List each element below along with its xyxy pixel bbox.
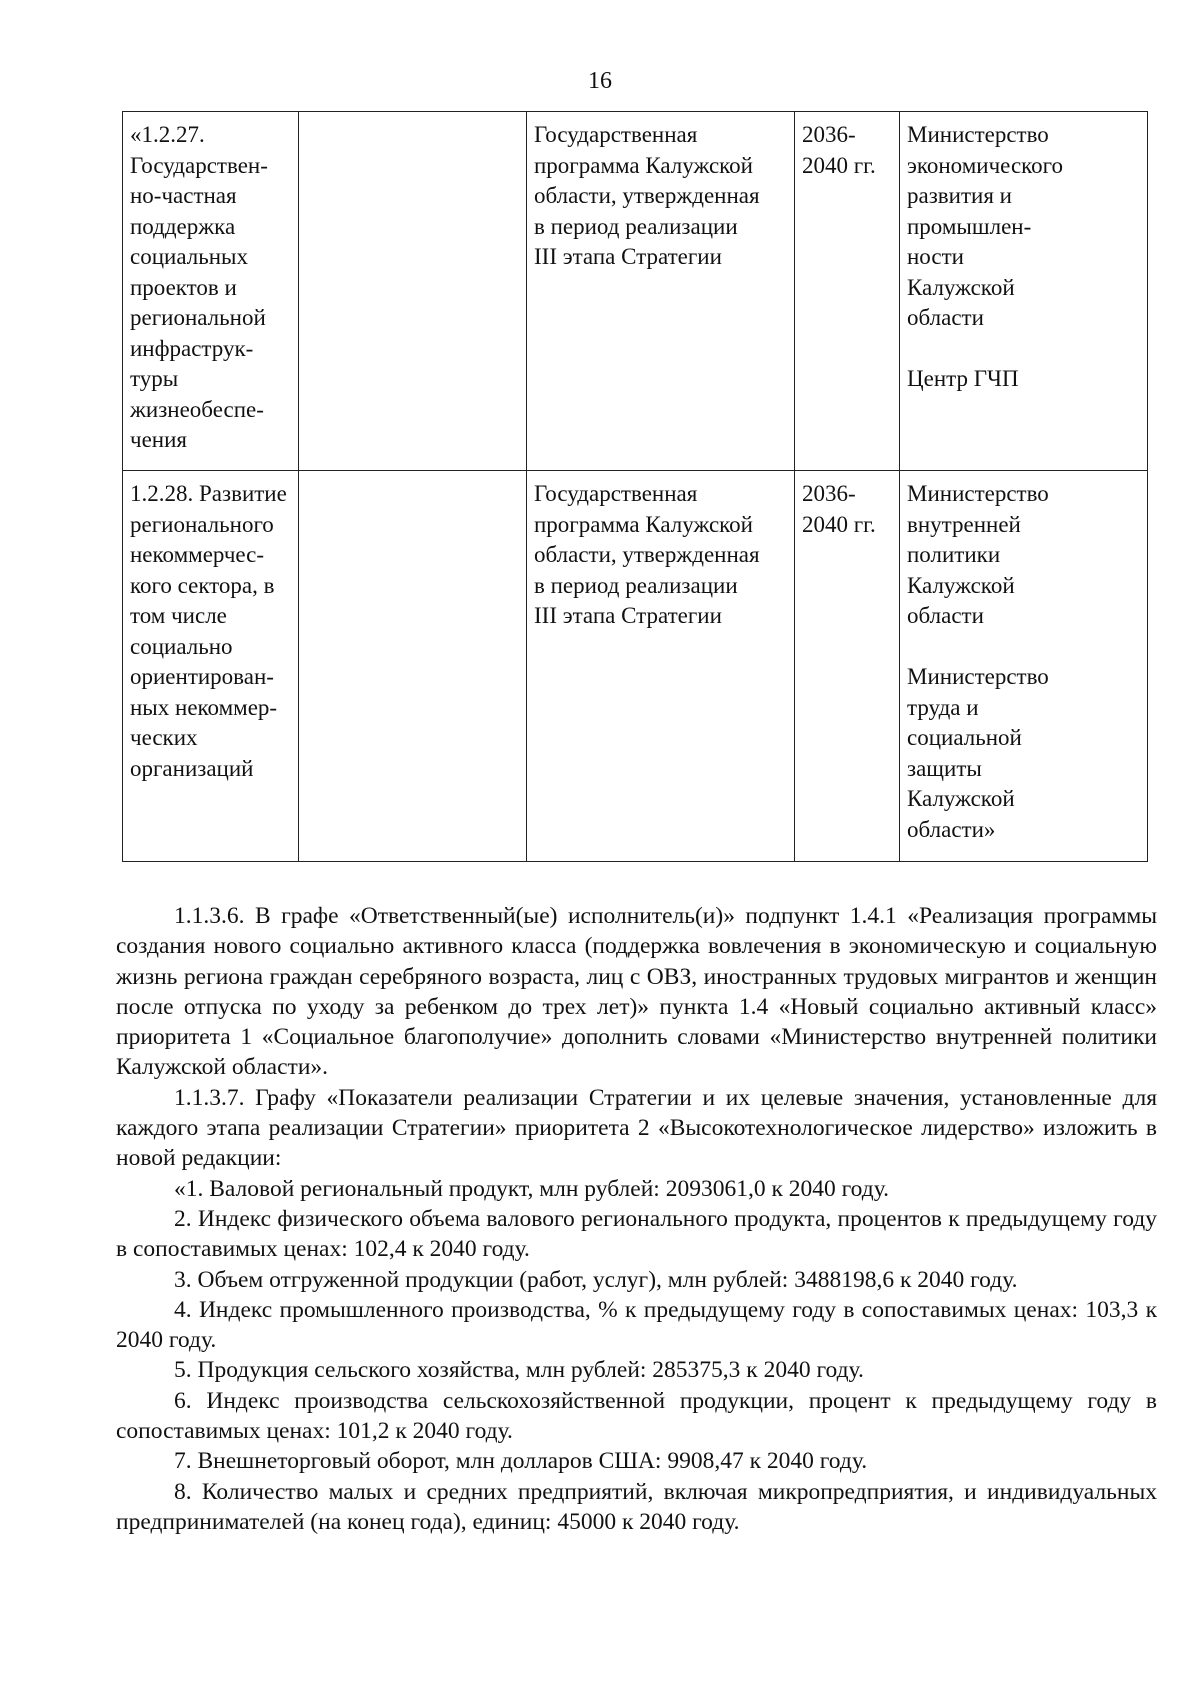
paragraph-1-1-3-7: 1.1.3.7. Графу «Показатели реализации Стратегии и их целевые значения, установленные для каждого этапа реализации Стратегии» приоритета 2 «Высокотехнологическое лидерство» изложить в новой редакции: <box>116 1084 1157 1172</box>
executors-cell: Министерство внутренней политики Калужской области Министерство труда и социальной защиты Калужской области» <box>900 471 1148 862</box>
indicator-item: 3. Объем отгруженной продукции (работ, услуг), млн рублей: 3488198,6 к 2040 году. <box>174 1266 1018 1293</box>
term-cell: 2036- 2040 гг. <box>795 471 900 862</box>
empty-cell <box>299 112 527 471</box>
table-row <box>123 112 1148 471</box>
indicator-item: 4. Индекс промышленного производства, % к предыдущему году в сопоставимых ценах: 103,3 к 2040 году. <box>116 1296 1157 1354</box>
event-cell: «1.2.27. Государствен- но-частная поддержка социальных проектов и региональной инфраструк- туры жизнеобеспе- чения <box>123 112 299 471</box>
paragraph-1-1-3-6: 1.1.3.6. В графе «Ответственный(ые) исполнитель(и)» подпункт 1.4.1 «Реализация программы создания нового социально активного класса (поддержка вовлечения в экономическую и социальную жизнь региона граждан серебряного возраста, лиц с ОВЗ, иностранных трудовых мигрантов и женщин после отпуска по уходу за ребенком до трех лет)» пункта 1.4 «Новый социально активный класс» приоритета 1 «Социальное благополучие» дополнить словами «Министерство внутренней политики Калужской области». <box>116 903 1157 1081</box>
page-number: 16 <box>588 68 612 94</box>
empty-cell <box>299 471 527 862</box>
table-row <box>123 471 1148 862</box>
term-cell: 2036- 2040 гг. <box>795 112 900 471</box>
strategy-measures-table <box>122 111 1148 862</box>
indicator-item: 6. Индекс производства сельскохозяйственной продукции, процент к предыдущему году в сопоставимых ценах: 101,2 к 2040 году. <box>116 1387 1157 1445</box>
document-body <box>116 901 1157 1537</box>
indicator-item: 5. Продукция сельского хозяйства, млн рублей: 285375,3 к 2040 году. <box>174 1357 864 1384</box>
executors-cell: Министерство экономического развития и промышлен- ности Калужской области Центр ГЧП <box>900 112 1148 471</box>
mechanism-cell: Государственная программа Калужской области, утвержденная в период реализации III этапа Стратегии <box>527 112 795 471</box>
mechanism-cell: Государственная программа Калужской области, утвержденная в период реализации III этапа Стратегии <box>527 471 795 862</box>
indicator-item: «1. Валовой региональный продукт, млн рублей: 2093061,0 к 2040 году. <box>174 1175 889 1202</box>
indicator-item: 2. Индекс физического объема валового регионального продукта, процентов к предыдущему году в сопоставимых ценах: 102,4 к 2040 году. <box>116 1205 1157 1263</box>
indicator-item: 7. Внешнеторговый оборот, млн долларов США: 9908,47 к 2040 году. <box>174 1448 868 1475</box>
indicator-item: 8. Количество малых и средних предприятий, включая микропредприятия, и индивидуальных предпринимателей (на конец года), единиц: 45000 к 2040 году. <box>116 1478 1157 1535</box>
event-cell: 1.2.28. Развитие регионального некоммерчес- кого сектора, в том числе социально ориентирован- ных некоммер- ческих организаций <box>123 471 299 862</box>
